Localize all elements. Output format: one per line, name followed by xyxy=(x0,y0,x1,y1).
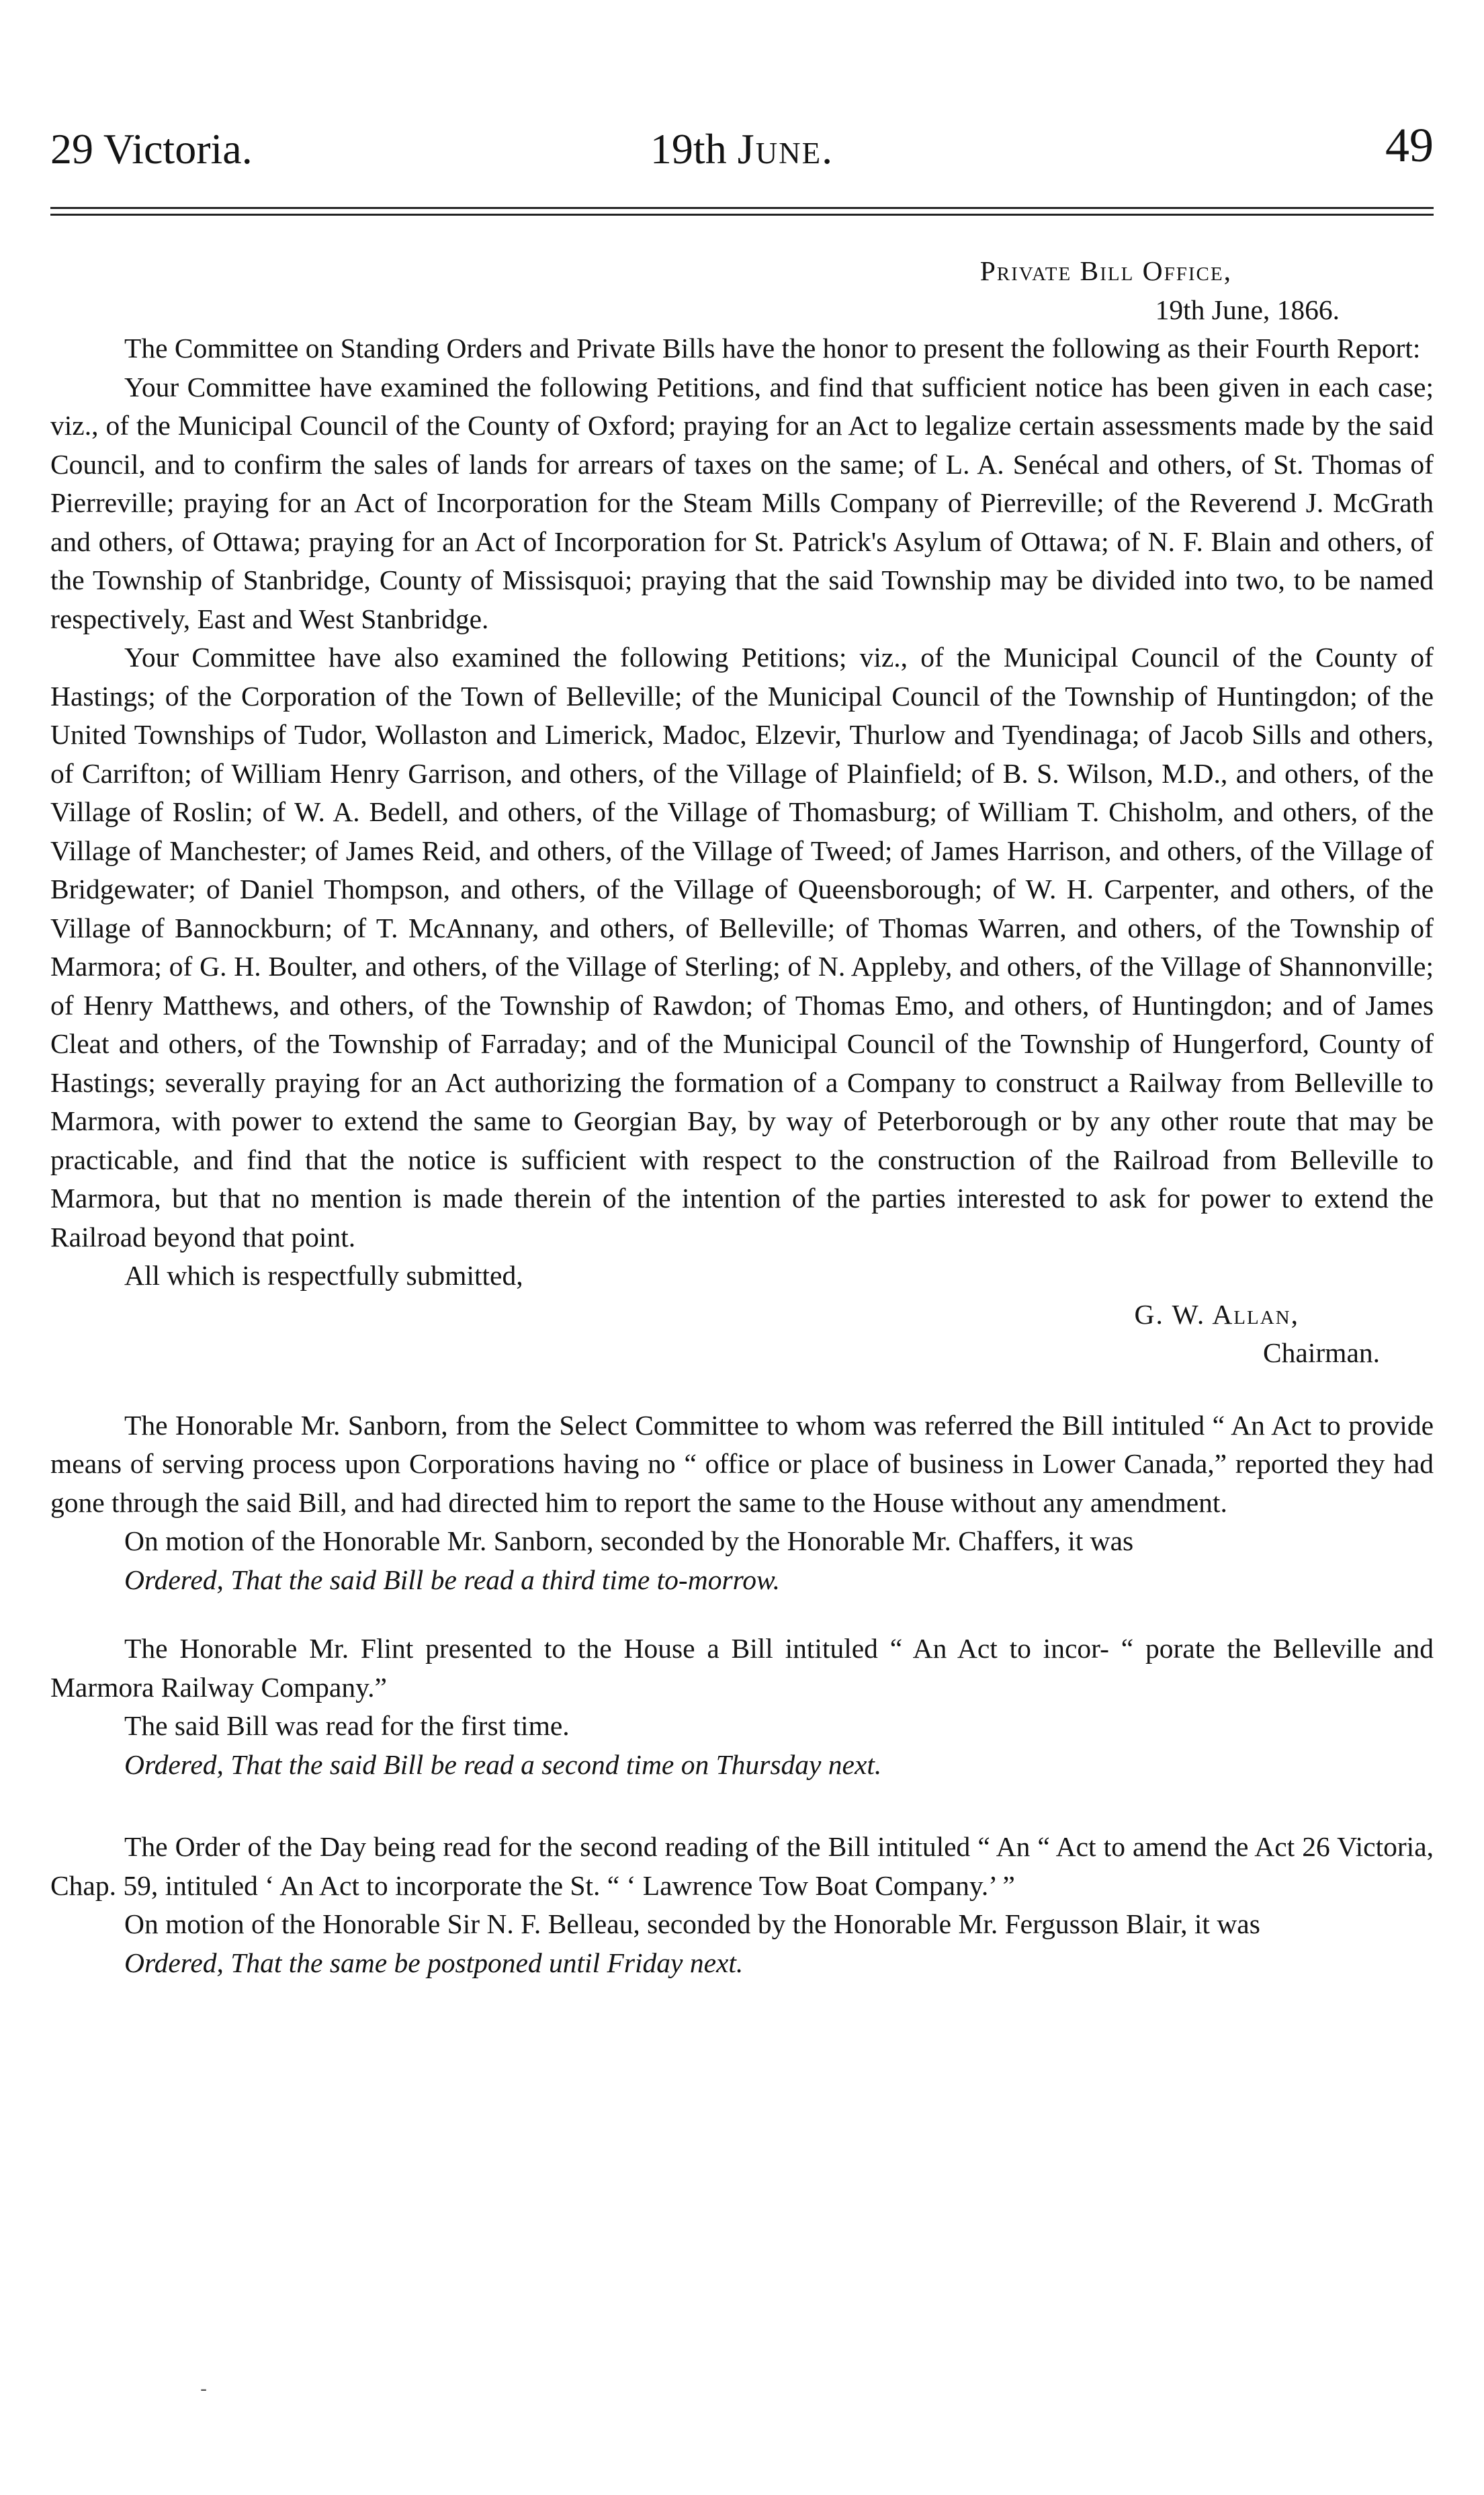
regnal-year: 29 Victoria. xyxy=(50,125,253,173)
signature-title: Chairman. xyxy=(1262,1337,1380,1368)
page-body xyxy=(50,252,1434,1982)
sanborn-report: The Honorable Mr. Sanborn, from the Select Committee to whom was referred the Bill intituled “ An Act to provide means of serving process upon Corporations having no “ office or place of business in Lower Canada,” reported they had gone through the said Bill, and had directed him to report the same to the House without any amendment. xyxy=(50,1409,1434,1518)
order-of-day: The Order of the Day being read for the second reading of the Bill intituled “ An “ Act to amend the Act 26 Victoria, Chap. 59, intituled ‘ An Act to incorporate the St. “ ‘ Lawrence Tow Boat Company.’ ” xyxy=(50,1831,1434,1901)
sanborn-motion: On motion of the Honorable Mr. Sanborn, seconded by the Honorable Mr. Chaffers, it was xyxy=(124,1525,1134,1556)
report-intro: The Committee on Standing Orders and Private Bills have the honor to present the following as their Fourth Report: xyxy=(124,333,1421,364)
report-closing: All which is respectfully submitted, xyxy=(124,1260,523,1291)
report-paragraph-2: Your Committee have also examined the following Petitions; viz., of the Municipal Council of the County of Hastings; of the Corporation of the Town of Belleville; of the Municipal Council of the Township of Huntingdon; of the United Townships of Tudor, Wollaston and Limerick, Madoc, Elzevir, Thurlow and Tyendinaga; of Jacob Sills and others, of Carrifton; of William Henry Garrison, and others, of the Village of Plainfield; of B. S. Wilson, M.D., and others, of the Village of Roslin; of W. A. Bedell, and others, of the Village of Thomasburg; of William T. Chisholm, and others, of the Village of Manchester; of James Reid, and others, of the Village of Tweed; of James Harrison, and others, of the Village of Bridgewater; of Daniel Thompson, and others, of the Village of Queensborough; of W. H. Carpenter, and others, of the Village of Bannockburn; of T. McAnnany, and others, of Belleville; of Thomas Warren, and others, of the Township of Marmora; of G. H. Boulter, and others, of the Village of Sterling; of N. Appleby, and others, of the Village of Shannonville; of Henry Matthews, and others, of the Township of Rawdon; of Thomas Emo, and others, of Huntingdon; and of James Cleat and others, of the Township of Farraday; and of the Municipal Council of the Township of Hungerford, County of Hastings; severally praying for an Act authorizing the formation of a Company to construct a Railway from Belleville to Marmora, with power to extend the same to Georgian Bay, by way of Peterborough or by any other route that may be practicable, and find that the notice is sufficient with respect to the construction of the Railroad from Belleville to Marmora, but that no mention is made therein of the intention of the parties interested to ask for power to extend the Railroad beyond that point. xyxy=(50,642,1434,1253)
report-paragraph-1: Your Committee have examined the following Petitions, and find that sufficient notice has been given in each case; viz., of the Municipal Council of the County of Oxford; praying for an Act to legalize certain assessments made by the said Council, and to confirm the sales of lands for arrears of taxes on the same; of L. A. Senécal and others, of St. Thomas of Pierreville; praying for an Act of Incorporation for the Steam Mills Company of Pierreville; of the Reverend J. McGrath and others, of Ottawa; praying for an Act of Incorporation for St. Patrick's Asylum of Ottawa; of N. F. Blain and others, of the Township of Stanbridge, County of Missisquoi; praying that the said Township may be divided into two, to be named respectively, East and West Stanbridge. xyxy=(50,371,1434,634)
header-date xyxy=(50,124,1434,174)
office-heading: Private Bill Office, xyxy=(979,255,1232,286)
header-day: 19th xyxy=(650,125,727,173)
spacer xyxy=(50,1784,1434,1828)
sanborn-ordered: Ordered, That the said Bill be read a third time to-morrow. xyxy=(124,1564,780,1595)
flint-bill: The Honorable Mr. Flint presented to the House a Bill intituled “ An Act to incor- “ porate the Belleville and Marmora Railway Company.” xyxy=(50,1633,1434,1703)
header-rule-bottom xyxy=(50,214,1434,216)
report-date: 19th June, 1866. xyxy=(1155,294,1340,325)
page-number: 49 xyxy=(1385,118,1434,172)
flint-first-reading: The said Bill was read for the first time. xyxy=(124,1710,570,1741)
header-month: June. xyxy=(737,125,834,173)
postponement-ordered: Ordered, That the same be postponed until Friday next. xyxy=(124,1947,744,1978)
stray-mark: - xyxy=(200,2377,208,2401)
belleau-motion: On motion of the Honorable Sir N. F. Belleau, seconded by the Honorable Mr. Fergusson Blair, it was xyxy=(124,1908,1260,1939)
spacer xyxy=(50,1373,1434,1406)
header-rule-top xyxy=(50,207,1434,209)
flint-ordered: Ordered, That the said Bill be read a second time on Thursday next. xyxy=(124,1748,882,1780)
signature-name: G. W. Allan, xyxy=(1134,1298,1299,1330)
running-head xyxy=(50,118,1434,192)
spacer xyxy=(50,1599,1434,1630)
